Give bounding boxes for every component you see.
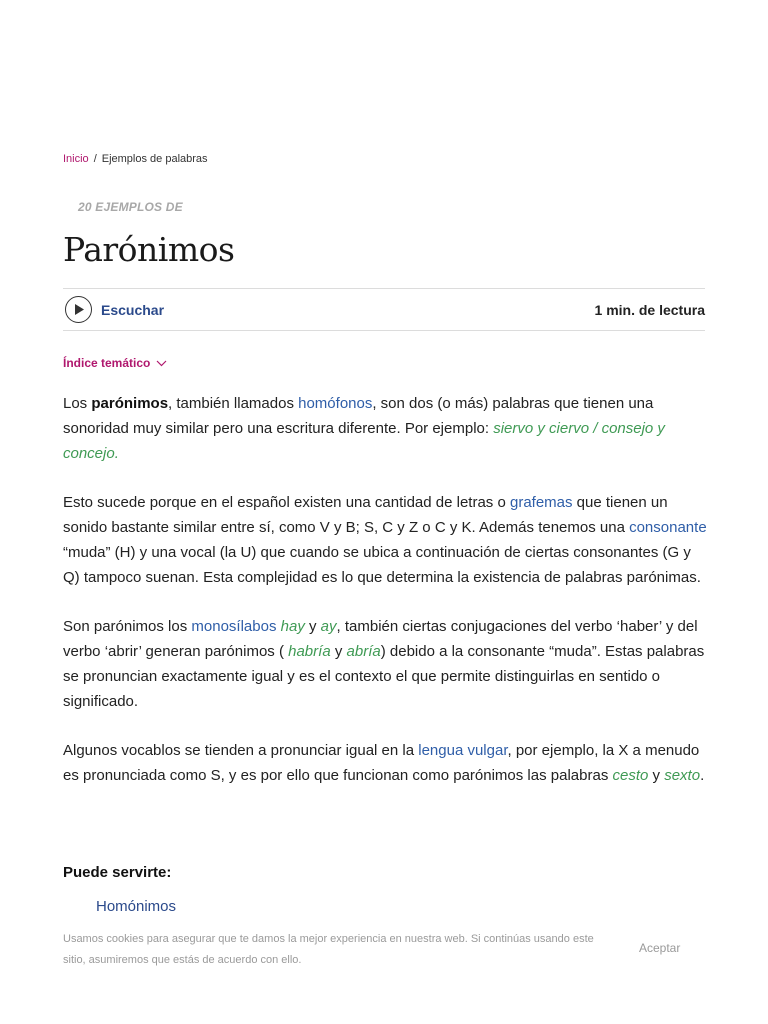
text: ) debido a la consonante “muda”. Estas palabras se pronuncian exactamente igual y es el contexto el que permite distinguirlas en sentido o significado. [63,643,705,710]
text: . [700,767,705,784]
link-homofonos[interactable]: homófonos [298,395,373,412]
listen-button[interactable] [63,296,164,323]
bold-term: parónimos [91,395,169,412]
text: Los [63,395,92,412]
breadcrumb-separator: / [93,153,97,165]
example-text: ay [320,618,337,635]
paragraph-3 [63,614,708,714]
example-text: hay [280,618,305,635]
text: Algunos vocablos se tienden a pronunciar igual en la [63,742,419,759]
cookie-banner [0,922,768,982]
listen-label: Escuchar [101,301,165,318]
text: , también ciertas conjugaciones del verbo ‘haber’ y del verbo ‘abrir’ generan parónimos ( [63,618,698,660]
breadcrumb [63,153,208,165]
paragraph-2 [63,490,708,590]
link-monosilabos[interactable]: monosílabos [191,618,277,635]
text: y [304,618,321,635]
paragraph-1 [63,391,708,466]
cookie-accept-button[interactable]: Aceptar [639,941,681,955]
chevron-down-icon [156,356,167,370]
example-text: cesto [612,767,649,784]
article-body [63,391,708,812]
audio-bar [63,288,705,331]
toc-toggle[interactable] [63,356,167,370]
text: y [648,767,665,784]
breadcrumb-home-link[interactable]: Inicio [63,153,89,165]
text: , por ejemplo, la X a menudo es pronunciada como S, y es por ello que funcionan como parónimos las palabras [63,742,700,784]
link-lengua-vulgar[interactable]: lengua vulgar [418,742,508,759]
example-text: sexto [664,767,701,784]
paragraph-4 [63,738,708,788]
article-kicker: 20 EJEMPLOS DE [78,200,183,214]
text: , también llamados [168,395,299,412]
text: “muda” (H) y una vocal (la U) que cuando se ubica a continuación de ciertas consonantes (G y Q) tampoco suenan. Esta complejidad es lo que determina la existencia de palabras parónimas. [63,544,701,586]
play-icon[interactable] [65,296,92,323]
related-label: Puede servirte: [63,864,172,881]
link-grafemas[interactable]: grafemas [509,494,573,511]
cookie-text: Usamos cookies para asegurar que te damos la mejor experiencia en nuestra web. Si continúas usando este sitio, asumiremos que estás de acuerdo con ello. [63,933,594,966]
example-text: siervo y ciervo / consejo y concejo. [63,420,665,462]
text: que tienen un sonido bastante similar entre sí, como V y B; S, C y Z o C y K. Además tenemos una [63,494,668,536]
example-text: habría [288,643,331,660]
related-link-homonimos[interactable]: Homónimos [96,898,177,915]
text: y [330,643,347,660]
page-title: Parónimos [63,230,235,269]
text: Son parónimos los [63,618,192,635]
text: , son dos (o más) palabras que tienen una sonoridad muy similar pero una escritura diferente. Por ejemplo: [63,395,654,437]
toc-label: Índice temático [63,356,151,370]
link-consonante[interactable]: consonante [629,519,707,536]
text: Esto sucede porque en el español existen una cantidad de letras o [63,494,510,511]
read-time: 1 min. de lectura [594,301,705,318]
breadcrumb-current: Ejemplos de palabras [101,153,208,165]
example-text: abría [346,643,381,660]
